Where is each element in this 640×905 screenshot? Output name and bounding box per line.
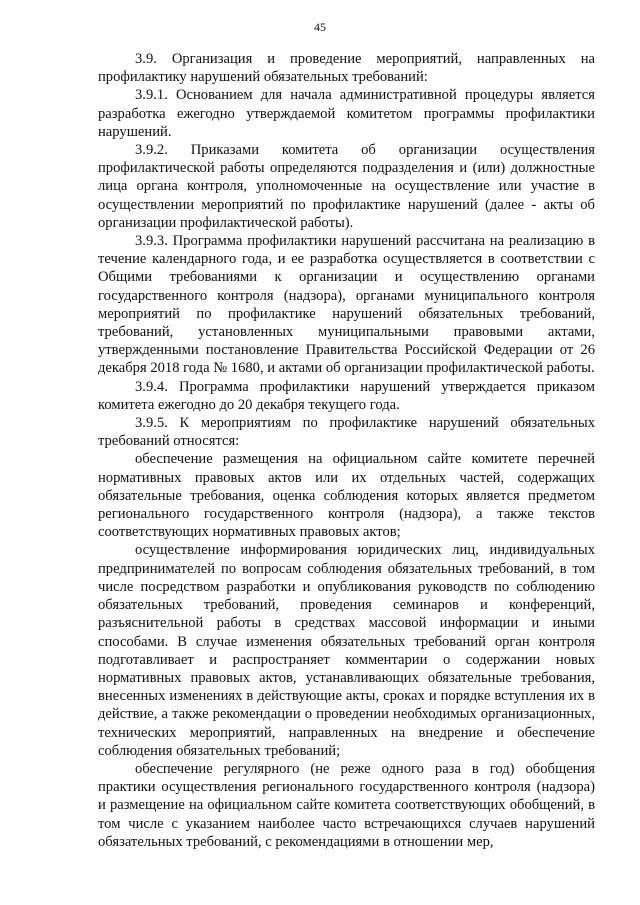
document-body [98, 50, 595, 851]
list-item-publication: обеспечение размещения на официальном сайте комитете перечней нормативных правовых актов или их отдельных частей, содержащих обязательные требования, оценка соблюдения которых является предметом регионального государственного контроля (надзора), а также текстов соответствующих нормативных правовых актов; [98, 451, 595, 541]
page-number: 45 [314, 20, 326, 34]
list-item-generalization: обеспечение регулярного (не реже одного раза в год) обобщения практики осуществления регионального государственного контроля (надзора) и размещение на официальном сайте комитета соответствующих обобщений, в том числе с указанием наиболее часто встречающихся случаев нарушений обязательных требований, с рекомендациями в отношении мер, [98, 760, 595, 850]
list-item-informing: осуществление информирования юридических лиц, индивидуальных предпринимателей по вопросам соблюдения обязательных требований, в том числе посредством разработки и опубликования руководств по соблюдению обязательных требований, проведения семинаров и конференций, разъяснительной работы в средствах массовой информации и иными способами. В случае изменения обязательных требований орган контроля подготавливает и распространяет комментарии о содержании новых нормативных правовых актов, устанавливающих обязательные требования, внесенных изменениях в действующие акты, сроках и порядке вступления их в действие, а также рекомендации о проведении необходимых организационных, технических мероприятий, направленных на внедрение и обеспечение соблюдения обязательных требований; [98, 542, 595, 759]
paragraph-3-9-2: 3.9.2. Приказами комитета об организации осуществления профилактической работы определяются подразделения и (или) должностные лица органа контроля, уполномоченные на осуществление или участие в осуществлении мероприятий по профилактике нарушений (далее - акты об организации профилактической работы). [98, 142, 595, 231]
paragraph-3-9-5: 3.9.5. К мероприятиям по профилактике нарушений обязательных требований относятся: [98, 415, 595, 450]
paragraph-3-9-4: 3.9.4. Программа профилактики нарушений утверждается приказом комитета ежегодно до 20 декабря текущего года. [98, 378, 595, 413]
paragraph-3-9-1: 3.9.1. Основанием для начала административной процедуры является разработка ежегодно утверждаемой комитетом программы профилактики нарушений. [98, 87, 595, 140]
section-3-9-heading: 3.9. Организация и проведение мероприятий, направленных на профилактику нарушений обязательных требований: [98, 51, 595, 86]
paragraph-3-9-3: 3.9.3. Программа профилактики нарушений рассчитана на реализацию в течение календарного года, и ее разработка осуществляется в соответствии с Общими требованиями к организации и осуществлению органами государственного контроля (надзора), органами муниципального контроля мероприятий по профилактике нарушений обязательных требований, требований, установленных муниципальными правовыми актами, утвержденными постановление Правительства Российской Федерации от 26 декабря 2018 года № 1680, и актами об организации профилактической работы. [98, 233, 595, 377]
